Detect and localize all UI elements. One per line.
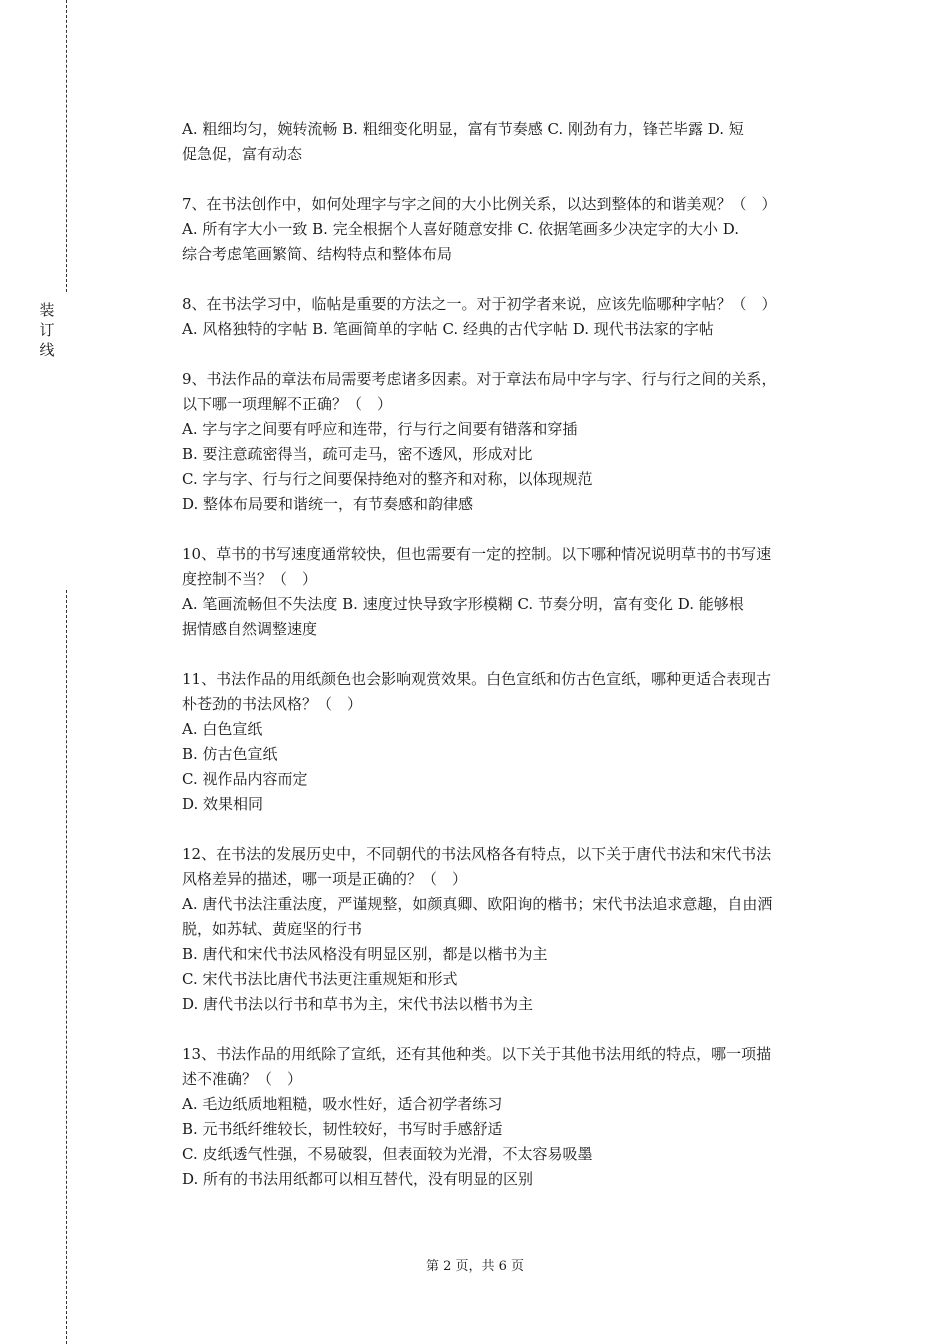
question-stem: 8、在书法学习中，临帖是重要的方法之一。对于初学者来说，应该先临哪种字帖？（ ） bbox=[182, 295, 777, 313]
question-stem: 述不准确？（ ） bbox=[182, 1070, 303, 1088]
question-11 bbox=[182, 667, 842, 817]
option-a: A. 白色宣纸 bbox=[182, 720, 263, 738]
option-b: B. 元书纸纤维较长，韧性较好，书写时手感舒适 bbox=[182, 1120, 503, 1138]
question-9 bbox=[182, 367, 842, 517]
option-line: A. 粗细均匀，婉转流畅 B. 粗细变化明显，富有节奏感 C. 刚劲有力，锋芒毕露 D. 短 bbox=[182, 120, 744, 138]
binding-dashed-line-bottom bbox=[66, 590, 67, 1344]
question-stem: 13、书法作品的用纸除了宣纸，还有其他种类。以下关于其他书法用纸的特点，哪一项描 bbox=[182, 1045, 772, 1063]
question-8 bbox=[182, 292, 842, 342]
question-stem: 12、在书法的发展历史中，不同朝代的书法风格各有特点，以下关于唐代书法和宋代书法 bbox=[182, 845, 772, 863]
option-d: D. 唐代书法以行书和草书为主，宋代书法以楷书为主 bbox=[182, 995, 534, 1013]
option-a: A. 毛边纸质地粗糙，吸水性好，适合初学者练习 bbox=[182, 1095, 503, 1113]
option-d: D. 效果相同 bbox=[182, 795, 264, 813]
page-number: 第 2 页，共 6 页 bbox=[425, 1259, 525, 1274]
binding-char: 订 bbox=[39, 321, 55, 339]
option-line: A. 所有字大小一致 B. 完全根据个人喜好随意安排 C. 依据笔画多少决定字的大小 D. bbox=[182, 220, 739, 238]
option-c: C. 字与字、行与行之间要保持绝对的整齐和对称，以体现规范 bbox=[182, 470, 593, 488]
option-line: A. 风格独特的字帖 B. 笔画简单的字帖 C. 经典的古代字帖 D. 现代书法家的字帖 bbox=[182, 320, 714, 338]
question-10 bbox=[182, 542, 842, 642]
question-13 bbox=[182, 1042, 842, 1192]
option-a: A. 字与字之间要有呼应和连带，行与行之间要有错落和穿插 bbox=[182, 420, 578, 438]
question-stem: 以下哪一项理解不正确？（ ） bbox=[182, 395, 393, 413]
option-line: 促急促，富有动态 bbox=[182, 145, 303, 163]
option-a: A. 唐代书法注重法度，严谨规整，如颜真卿、欧阳询的楷书；宋代书法追求意趣，自由洒 bbox=[182, 895, 773, 913]
question-stem: 11、书法作品的用纸颜色也会影响观赏效果。白色宣纸和仿古色宣纸，哪种更适合表现古 bbox=[182, 670, 772, 688]
binding-char: 线 bbox=[39, 341, 55, 359]
option-c: C. 皮纸透气性强，不易破裂，但表面较为光滑，不太容易吸墨 bbox=[182, 1145, 593, 1163]
option-b: B. 仿古色宣纸 bbox=[182, 745, 278, 763]
question-stem: 朴苍劲的书法风格？（ ） bbox=[182, 695, 363, 713]
question-stem: 风格差异的描述，哪一项是正确的？（ ） bbox=[182, 870, 468, 888]
option-line: 综合考虑笔画繁简、结构特点和整体布局 bbox=[182, 245, 453, 263]
question-6-options bbox=[182, 117, 842, 167]
question-7 bbox=[182, 192, 842, 267]
option-b: B. 唐代和宋代书法风格没有明显区别，都是以楷书为主 bbox=[182, 945, 548, 963]
option-line: 据情感自然调整速度 bbox=[182, 620, 318, 638]
option-d: D. 整体布局要和谐统一，有节奏感和韵律感 bbox=[182, 495, 474, 513]
option-b: B. 要注意疏密得当，疏可走马，密不透风，形成对比 bbox=[182, 445, 533, 463]
binding-dashed-line-top bbox=[66, 0, 67, 292]
question-stem: 度控制不当？（ ） bbox=[182, 570, 318, 588]
binding-label bbox=[37, 300, 57, 360]
option-line: A. 笔画流畅但不失法度 B. 速度过快导致字形模糊 C. 节奏分明，富有变化 D. 能够根 bbox=[182, 595, 744, 613]
question-stem: 9、书法作品的章法布局需要考虑诸多因素。对于章法布局中字与字、行与行之间的关系， bbox=[182, 370, 777, 388]
option-c: C. 宋代书法比唐代书法更注重规矩和形式 bbox=[182, 970, 458, 988]
option-c: C. 视作品内容而定 bbox=[182, 770, 308, 788]
question-list bbox=[182, 117, 842, 1217]
binding-char: 装 bbox=[39, 301, 55, 319]
question-stem: 10、草书的书写速度通常较快，但也需要有一定的控制。以下哪种情况说明草书的书写速 bbox=[182, 545, 772, 563]
option-a: 脱，如苏轼、黄庭坚的行书 bbox=[182, 920, 363, 938]
option-d: D. 所有的书法用纸都可以相互替代，没有明显的区别 bbox=[182, 1170, 534, 1188]
question-12 bbox=[182, 842, 842, 1017]
question-stem: 7、在书法创作中，如何处理字与字之间的大小比例关系，以达到整体的和谐美观？（ ） bbox=[182, 195, 777, 213]
